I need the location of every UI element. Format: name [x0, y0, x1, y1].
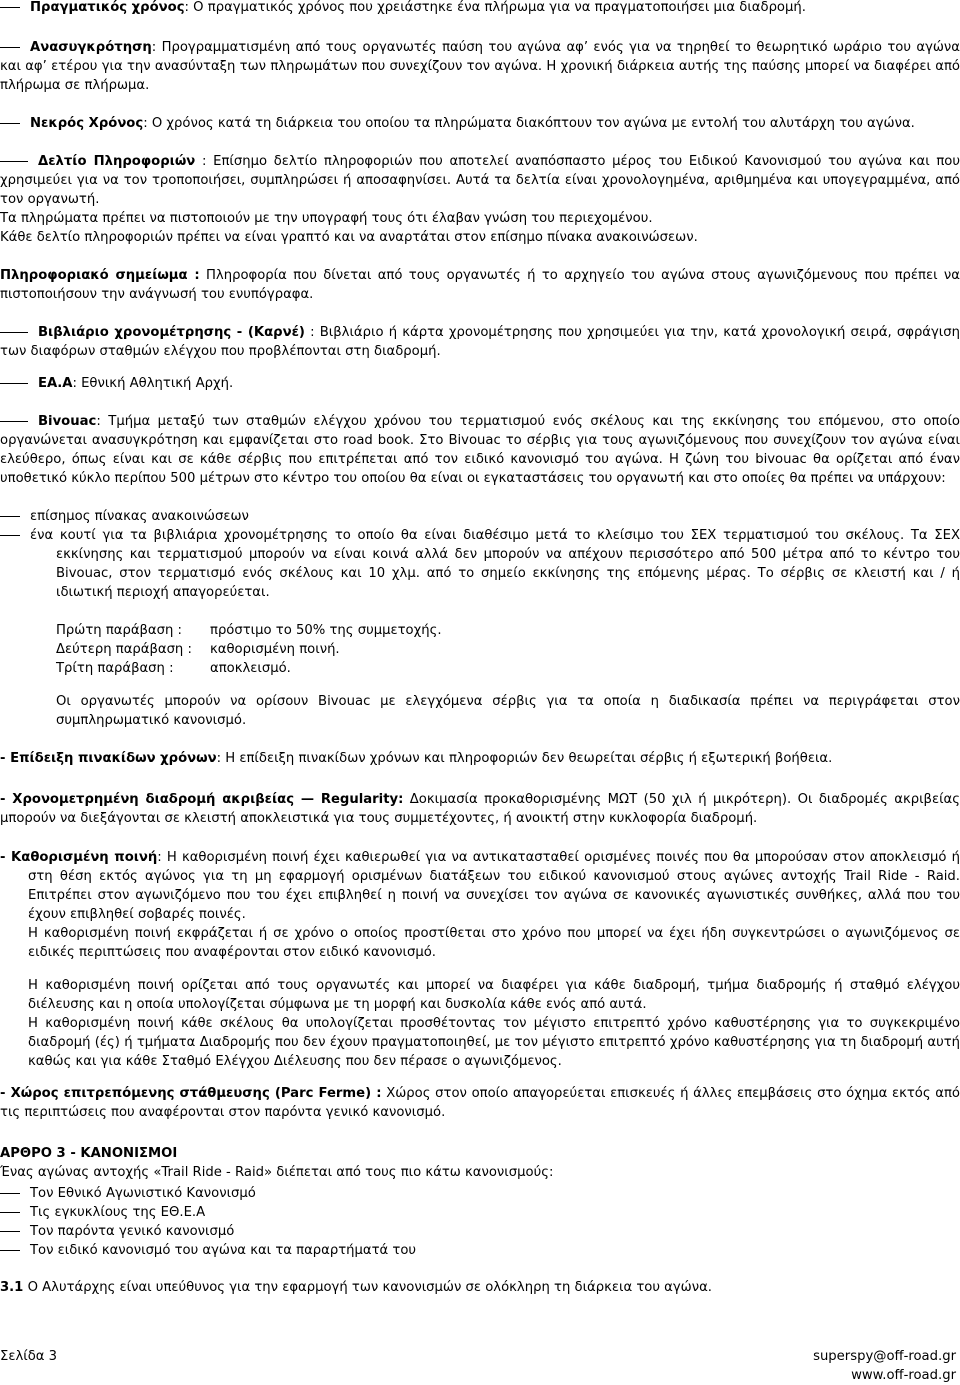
penalty-label: Πρώτη παράβαση : [56, 623, 182, 638]
article-3-heading: ΑΡΘΡΟ 3 - ΚΑΝΟΝΙΣΜΟΙ [0, 1146, 178, 1161]
def-timecard [0, 323, 960, 361]
def-parc-ferme [0, 1084, 960, 1122]
def-regroup [0, 38, 960, 95]
regulation-item [0, 1222, 960, 1241]
penalty-value: αποκλεισμό. [210, 661, 291, 676]
term: Ανασυγκρότηση [30, 40, 152, 55]
def-real-time [0, 0, 960, 17]
dash-icon [0, 516, 20, 517]
footer-email[interactable]: superspy@off-road.gr [813, 1349, 956, 1364]
definition: : Εθνική Αθλητική Αρχή. [72, 376, 234, 391]
dash-icon [0, 7, 20, 8]
penalty-value: πρόστιμο το 50% της συμμετοχής. [210, 623, 442, 638]
def-regularity [0, 790, 960, 828]
term: Πληροφοριακό σημείωμα : [0, 268, 200, 283]
dash-icon [0, 383, 28, 384]
section-3-1 [0, 1278, 960, 1297]
term: - Καθορισμένη ποινή [0, 850, 158, 865]
definition: Πληροφορία που δίνεται από τους οργανωτές ή το αρχηγείο του αγώνα στους αγωνιζόμενους που πρέπει να πιστοποιήσουν την ανάγνωσή του ενυπόγραφα. [0, 268, 960, 302]
term: - Επίδειξη πινακίδων χρόνων [0, 751, 217, 766]
dash-icon [0, 1193, 20, 1194]
definition: : Επίσημο δελτίο πληροφοριών που αποτελεί αναπόσπαστο μέρος του Ειδικού Κανονισμού του αγώνα και που χρησιμεύει για να τον τροποποιήσει, συμπληρώσει ή αποσαφηνίσει. Αυτά τα δελτία είναι χρονολογημένα, αριθμημένα και υπογεγραμμένα, από τον οργανωτή. [0, 154, 960, 207]
dash-icon [0, 47, 20, 48]
bivouac-closing: Οι οργανωτές μπορούν να ορίσουν Bivouac με ελεγχόμενα σέρβις για τα οποία η διαδικασία πρέπει να περιγράφεται στον συμπληρωματικό κανονισμό. [56, 694, 960, 728]
page-number: Σελίδα 3 [0, 1349, 58, 1364]
section-text: Ο Αλυτάρχης είναι υπεύθυνος για την εφαρμογή των κανονισμών σε ολόκληρη τη διάρκεια του αγώνα. [23, 1280, 712, 1295]
term: - Χώρος επιτρεπόμενης στάθμευσης (Parc Ferme) : [0, 1086, 382, 1101]
footer-website[interactable]: www.off-road.gr [851, 1368, 956, 1383]
penalty-p3: Η καθορισμένη ποινή ορίζεται από τους οργανωτές και μπορεί να διαφέρει για κάθε διαδρομή, τμήμα διαδρομής ή σταθμό ελέγχου διέλευσης και η οποία υπολογίζεται σύμφωνα με τη μορφή και δυσκολία κάθε ενός από αυτά. [28, 978, 960, 1012]
def-eaa [0, 374, 960, 393]
item-text: Τον ειδικό κανονισμό του αγώνα και τα παραρτήματά του [30, 1243, 417, 1258]
bulletin-p2: Τα πληρώματα πρέπει να πιστοποιούν με την υπογραφή τους ότι έλαβαν γνώση του περιεχομένου. [0, 211, 653, 226]
definition: : Ο πραγματικός χρόνος που χρειάστηκε ένα πλήρωμα για να πραγματοποιήσει μια διαδρομή. [184, 0, 806, 15]
penalty-p2: Η καθορισμένη ποινή εκφράζεται ή σε χρόνο ο οποίος προστίθεται στο χρόνο που μπορεί να έχει ήδη συγκεντρώσει ο αγωνιζόμενος σε ειδικές περιπτώσεις που αναφέρονται στον ειδικό κανονισμό. [28, 926, 960, 960]
bulletin-p3: Κάθε δελτίο πληροφοριών πρέπει να είναι γραπτό και να αναρτάται στον επίσημο πίνακα ανακοινώσεων. [0, 230, 698, 245]
regulation-item [0, 1203, 960, 1222]
def-bivouac [0, 412, 960, 488]
definition: : Η επίδειξη πινακίδων χρόνων και πληροφοριών δεν θεωρείται σέρβις ή εξωτερική βοήθεια. [216, 751, 833, 766]
definition: : Προγραμματισμένη από τους οργανωτές παύση του αγώνα αφ’ ενός για να τηρηθεί το θεωρητικό ωράριο του αγώνα και αφ’ ετέρου για την ανασύνταξη των πληρωμάτων που συνεχίζουν τον αγώνα. Η χρονική διάρκεια αυτής της παύσης μπορεί να διαφέρει από πλήρωμα σε πλήρωμα. [0, 40, 960, 93]
item-text: επίσημος πίνακας ανακοινώσεων [30, 509, 249, 524]
term: ΕΑ.Α [38, 376, 73, 391]
definition: : Τμήμα μεταξύ των σταθμών ελέγχου χρόνου του τερματισμού ενός σκέλους και της εκκίνησης του επόμενου, στο οποίο οργανώνεται ανασυγκρότηση και εμφανίζεται στο road book. Στο Bivouac το σέρβις για τους αγωνιζόμενους που συνεχίζουν τον αγώνα είναι ελεύθερο, όπως είναι και σε κάθε σέρβις που επιτρέπεται από τον ειδικό κανονισμό του αγώνα. Η ζώνη του bivouac θα ορίζεται από έναν υποθετικό κύκλο περίπου 500 μέτρων στο κέντρο του οποίου θα είναι οι εγκαταστάσεις του οργανωτή και στο οποίες θα πρέπει να υπάρχουν: [0, 414, 960, 486]
section-number: 3.1 [0, 1280, 24, 1295]
term: Δελτίο Πληροφοριών [38, 154, 196, 169]
definition: Χώρος στον οποίο απαγορεύεται επισκευές ή άλλες επεμβάσεις στο όχημα εκτός από τις περιπτώσεις που αναφέρονται στον παρόντα γενικό κανονισμό. [0, 1086, 960, 1120]
term: Νεκρός Χρόνος [30, 116, 144, 131]
dash-icon [0, 1212, 20, 1213]
dash-icon [0, 123, 20, 124]
penalty-label: Δεύτερη παράβαση : [56, 642, 192, 657]
def-bulletin [0, 152, 960, 209]
definition: : Η καθορισμένη ποινή έχει καθιερωθεί για να αντικατασταθεί ορισμένες ποινές που θα μπορούσαν στον αποκλεισμό ή στη θέση εκτός αγώνος για τη μη εφαρμογή ορισμένων διατάξεων του ειδικού κανονισμού στους αγώνες αντοχής Trail Ride - Raid. Επιτρέπει στον αγωνιζόμενο που του έχει επιβληθεί η ποινή να συνεχίσει τον αγώνα σε κανονικές αγωνιστικές συνθήκες, αλλά που του έχουν επιβληθεί σοβαρές ποινές. [28, 850, 960, 922]
term: Bivouac [38, 414, 97, 429]
dash-icon [0, 1250, 20, 1251]
bivouac-item-2 [0, 526, 960, 602]
definition: Δοκιμασία προκαθορισμένης ΜΩΤ (50 χιλ ή μικρότερη). Οι διαδρομές ακριβείας μπορούν να διεξάγονται σε κλειστή αποκλειστικά για τους συμμετέχοντες, ή ανοικτή στην κυκλοφορία διαδρομή. [0, 792, 960, 826]
penalty-label: Τρίτη παράβαση : [56, 661, 174, 676]
term: Πραγματικός χρόνος [30, 0, 185, 15]
regulation-item [0, 1184, 960, 1203]
def-penalty [0, 848, 960, 924]
definition: : Βιβλιάριο ή κάρτα χρονομέτρησης που χρησιμεύει για την, κατά χρονολογική σειρά, σφράγιση των διαφόρων σταθμών ελέγχου που προβλέπονται στη διαδρομή. [0, 325, 960, 359]
term: - Χρονομετρημένη διαδρομή ακριβείας — Regularity: [0, 792, 404, 807]
article-3-intro: Ένας αγώνας αντοχής «Trail Ride - Raid» διέπεται από τους πιο κάτω κανονισμούς: [0, 1165, 554, 1180]
dash-icon [0, 535, 20, 536]
dash-icon [0, 1231, 20, 1232]
def-info-note [0, 266, 960, 304]
def-dead-time [0, 114, 960, 133]
item-text: Τις εγκυκλίους της ΕΘ.Ε.Α [30, 1205, 206, 1220]
penalty-value: καθορισμένη ποινή. [210, 642, 340, 657]
def-boards [0, 749, 960, 768]
penalty-p4: Η καθορισμένη ποινή κάθε σκέλους θα υπολογίζεται προσθέτοντας τον μέγιστο επιτρεπτό χρόνο καθυστέρησης για το συγκεκριμένο διαδρομή (ές) ή τμήματα Διαδρομής που δεν έχουν πραγματοποιηθεί, με τον μέγιστο επιτρεπτό χρόνο καθυστέρησης για τη διαδρομή αυτή καθώς και για κάθε Σταθμό Ελέγχου Διέλευσης που δεν πέρασε ο αγωνιζόμενος. [28, 1016, 960, 1069]
bivouac-item-1 [0, 507, 960, 526]
item-text: Τον Εθνικό Αγωνιστικό Κανονισμό [30, 1186, 256, 1201]
term: Βιβλιάριο χρονομέτρησης - (Καρνέ) [38, 325, 305, 340]
dash-icon [0, 161, 28, 162]
dash-icon [0, 332, 28, 333]
item-text: Τον παρόντα γενικό κανονισμό [30, 1224, 235, 1239]
regulation-item [0, 1241, 960, 1260]
dash-icon [0, 421, 28, 422]
item-text: ένα κουτί για τα βιβλιάρια χρονομέτρησης το οποίο θα είναι διαθέσιμο μετά το κλείσιμο του ΣΕΧ τερματισμού του σκέλους. Τα ΣΕΧ εκκίνησης και τερματισμού μπορούν να είναι κοινά αλλά δεν μπορούν να απέχουν περισσότερο από 500 μέτρα από το κέντρο του Bivouac, στον τερματισμό ενός σκέλους και 10 χλμ. από το σημείο εκκίνησης της επόμενης μέρας. Το σέρβις σε κλειστή και / ή ιδιωτική περιοχή απαγορεύεται. [30, 528, 960, 600]
definition: : Ο χρόνος κατά τη διάρκεια του οποίου τα πληρώματα διακόπτουν τον αγώνα με εντολή του αλυτάρχη του αγώνα. [143, 116, 915, 131]
